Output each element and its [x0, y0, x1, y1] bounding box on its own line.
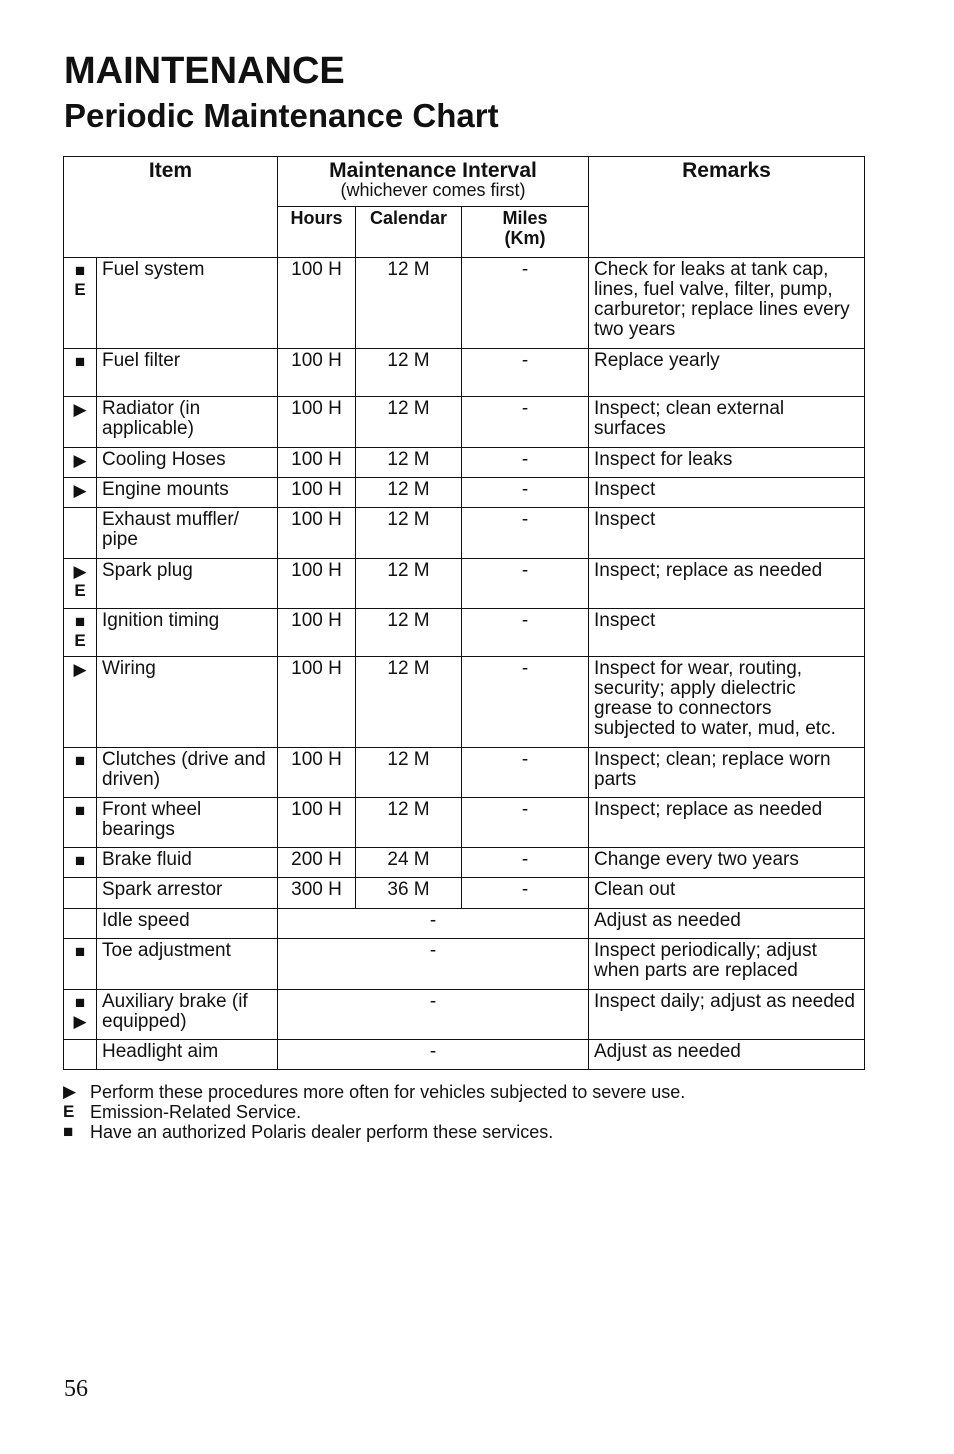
service-symbol — [64, 798, 97, 848]
table-row — [64, 798, 865, 848]
miles-value: - — [462, 478, 589, 508]
legend-item — [63, 1102, 685, 1122]
symbol-mark: ▶ — [73, 400, 87, 419]
item-name: Exhaust muffler/ pipe — [97, 508, 278, 559]
service-symbol — [64, 258, 97, 349]
maintenance-table — [63, 156, 865, 1070]
miles-value: - — [462, 258, 589, 349]
symbol-mark: ■ — [74, 993, 86, 1012]
hours-value: 100 H — [278, 508, 356, 559]
remarks-text: Replace yearly — [589, 349, 865, 397]
page-title: Periodic Maintenance Chart — [64, 97, 499, 134]
header-item: Item — [64, 157, 278, 258]
header-interval-note: (whichever comes first) — [340, 180, 526, 200]
header-calendar: Calendar — [356, 207, 462, 258]
calendar-value: 12 M — [356, 748, 462, 798]
hours-value: 100 H — [278, 798, 356, 848]
table-row — [64, 508, 865, 559]
table-row — [64, 258, 865, 349]
calendar-value: 12 M — [356, 258, 462, 349]
calendar-value: 12 M — [356, 448, 462, 478]
legend-text: Have an authorized Polaris dealer perform these services. — [90, 1122, 554, 1142]
symbol-mark: ■ — [74, 801, 86, 820]
hours-value: 100 H — [278, 397, 356, 448]
remarks-text: Inspect; clean; replace worn parts — [589, 748, 865, 798]
header-miles-line1: Miles — [502, 208, 548, 228]
legend-text: Emission-Related Service. — [90, 1102, 302, 1122]
remarks-text: Adjust as needed — [589, 1040, 865, 1070]
calendar-value: 12 M — [356, 478, 462, 508]
header-hours: Hours — [278, 207, 356, 258]
item-name: Radiator (in applicable) — [97, 397, 278, 448]
item-name: Fuel system — [97, 258, 278, 349]
remarks-text: Clean out — [589, 878, 865, 909]
symbol-mark: ■ — [74, 751, 86, 770]
service-symbol — [64, 848, 97, 878]
remarks-text: Adjust as needed — [589, 909, 865, 939]
symbol-mark: ▶ — [73, 481, 87, 500]
table-row — [64, 397, 865, 448]
item-name: Front wheel bearings — [97, 798, 278, 848]
calendar-value: 24 M — [356, 848, 462, 878]
symbol-mark: ■ — [74, 352, 86, 371]
item-name: Auxiliary brake (if equipped) — [97, 990, 278, 1040]
interval-value: - — [278, 939, 589, 990]
table-row — [64, 559, 865, 609]
header-miles — [462, 207, 589, 258]
hours-value: 100 H — [278, 657, 356, 748]
table-row — [64, 478, 865, 508]
miles-value: - — [462, 878, 589, 909]
table-row — [64, 848, 865, 878]
miles-value: - — [462, 559, 589, 609]
hours-value: 100 H — [278, 258, 356, 349]
item-name: Brake fluid — [97, 848, 278, 878]
symbol-mark: ▶ — [73, 660, 87, 679]
calendar-value: 12 M — [356, 609, 462, 657]
item-name: Engine mounts — [97, 478, 278, 508]
item-name: Wiring — [97, 657, 278, 748]
service-symbol — [64, 349, 97, 397]
interval-value: - — [278, 990, 589, 1040]
emission-symbol: E — [63, 1102, 75, 1121]
symbol-mark: ■ — [74, 942, 86, 961]
item-name: Toe adjustment — [97, 939, 278, 990]
table-row — [64, 990, 865, 1040]
symbol-mark: ▶ — [73, 451, 87, 470]
header-miles-line2: (Km) — [504, 228, 546, 248]
miles-value: - — [462, 748, 589, 798]
item-name: Clutches (drive and driven) — [97, 748, 278, 798]
item-name: Spark plug — [97, 559, 278, 609]
hours-value: 100 H — [278, 448, 356, 478]
remarks-text: Check for leaks at tank cap, lines, fuel valve, filter, pump, carburetor; replace lines every two years — [589, 258, 865, 349]
item-name: Fuel filter — [97, 349, 278, 397]
miles-value: - — [462, 657, 589, 748]
legend-text: Perform these procedures more often for vehicles subjected to severe use. — [90, 1082, 686, 1102]
service-symbol — [64, 939, 97, 990]
miles-value: - — [462, 609, 589, 657]
table-row — [64, 878, 865, 909]
calendar-value: 12 M — [356, 349, 462, 397]
table-row — [64, 909, 865, 939]
symbol-mark: ■ — [74, 261, 86, 280]
calendar-value: 12 M — [356, 798, 462, 848]
item-name: Idle speed — [97, 909, 278, 939]
remarks-text: Inspect for leaks — [589, 448, 865, 478]
legend-item — [63, 1082, 685, 1102]
service-symbol — [64, 657, 97, 748]
item-name: Spark arrestor — [97, 878, 278, 909]
hours-value: 100 H — [278, 559, 356, 609]
severe-use-symbol: ▶ — [63, 1082, 77, 1101]
emission-mark: E — [74, 631, 86, 650]
table-row — [64, 657, 865, 748]
hours-value: 300 H — [278, 878, 356, 909]
remarks-text: Inspect; clean external surfaces — [589, 397, 865, 448]
service-symbol — [64, 609, 97, 657]
symbol-mark: ■ — [74, 851, 86, 870]
symbol-mark: ■ — [74, 612, 86, 631]
service-symbol — [64, 508, 97, 559]
interval-value: - — [278, 1040, 589, 1070]
emission-mark: E — [74, 280, 86, 299]
header-interval-label: Maintenance Interval — [329, 159, 537, 182]
table-row — [64, 609, 865, 657]
interval-value: - — [278, 909, 589, 939]
remarks-text: Inspect — [589, 478, 865, 508]
miles-value: - — [462, 397, 589, 448]
remarks-text: Change every two years — [589, 848, 865, 878]
service-symbol — [64, 909, 97, 939]
hours-value: 200 H — [278, 848, 356, 878]
table-row — [64, 448, 865, 478]
service-symbol — [64, 990, 97, 1040]
miles-value: - — [462, 349, 589, 397]
remarks-text: Inspect — [589, 609, 865, 657]
item-name: Headlight aim — [97, 1040, 278, 1070]
hours-value: 100 H — [278, 349, 356, 397]
header-interval — [278, 157, 589, 207]
miles-value: - — [462, 848, 589, 878]
legend — [63, 1082, 685, 1142]
remarks-text: Inspect — [589, 508, 865, 559]
miles-value: - — [462, 508, 589, 559]
service-symbol — [64, 878, 97, 909]
remarks-text: Inspect for wear, routing, security; apply dielectric grease to connectors subjected to water, mud, etc. — [589, 657, 865, 748]
hours-value: 100 H — [278, 609, 356, 657]
table-row — [64, 939, 865, 990]
service-symbol — [64, 448, 97, 478]
service-symbol — [64, 748, 97, 798]
table-row — [64, 1040, 865, 1070]
remarks-text: Inspect; replace as needed — [589, 559, 865, 609]
table-row — [64, 349, 865, 397]
header-remarks: Remarks — [589, 157, 865, 258]
service-symbol — [64, 397, 97, 448]
hours-value: 100 H — [278, 748, 356, 798]
item-name: Cooling Hoses — [97, 448, 278, 478]
remarks-text: Inspect; replace as needed — [589, 798, 865, 848]
legend-item — [63, 1122, 685, 1142]
calendar-value: 36 M — [356, 878, 462, 909]
miles-value: - — [462, 448, 589, 478]
calendar-value: 12 M — [356, 508, 462, 559]
miles-value: - — [462, 798, 589, 848]
calendar-value: 12 M — [356, 657, 462, 748]
item-name: Ignition timing — [97, 609, 278, 657]
hours-value: 100 H — [278, 478, 356, 508]
remarks-text: Inspect periodically; adjust when parts are replaced — [589, 939, 865, 990]
symbol-mark: ▶ — [73, 562, 87, 581]
table-row — [64, 748, 865, 798]
calendar-value: 12 M — [356, 559, 462, 609]
service-symbol — [64, 1040, 97, 1070]
calendar-value: 12 M — [356, 397, 462, 448]
service-symbol — [64, 478, 97, 508]
page-number: 56 — [64, 1376, 88, 1402]
section-title: MAINTENANCE — [64, 50, 345, 92]
service-symbol — [64, 559, 97, 609]
emission-mark: E — [74, 581, 86, 600]
remarks-text: Inspect daily; adjust as needed — [589, 990, 865, 1040]
symbol-mark-2: ▶ — [73, 1012, 87, 1031]
dealer-service-symbol: ■ — [63, 1122, 74, 1141]
